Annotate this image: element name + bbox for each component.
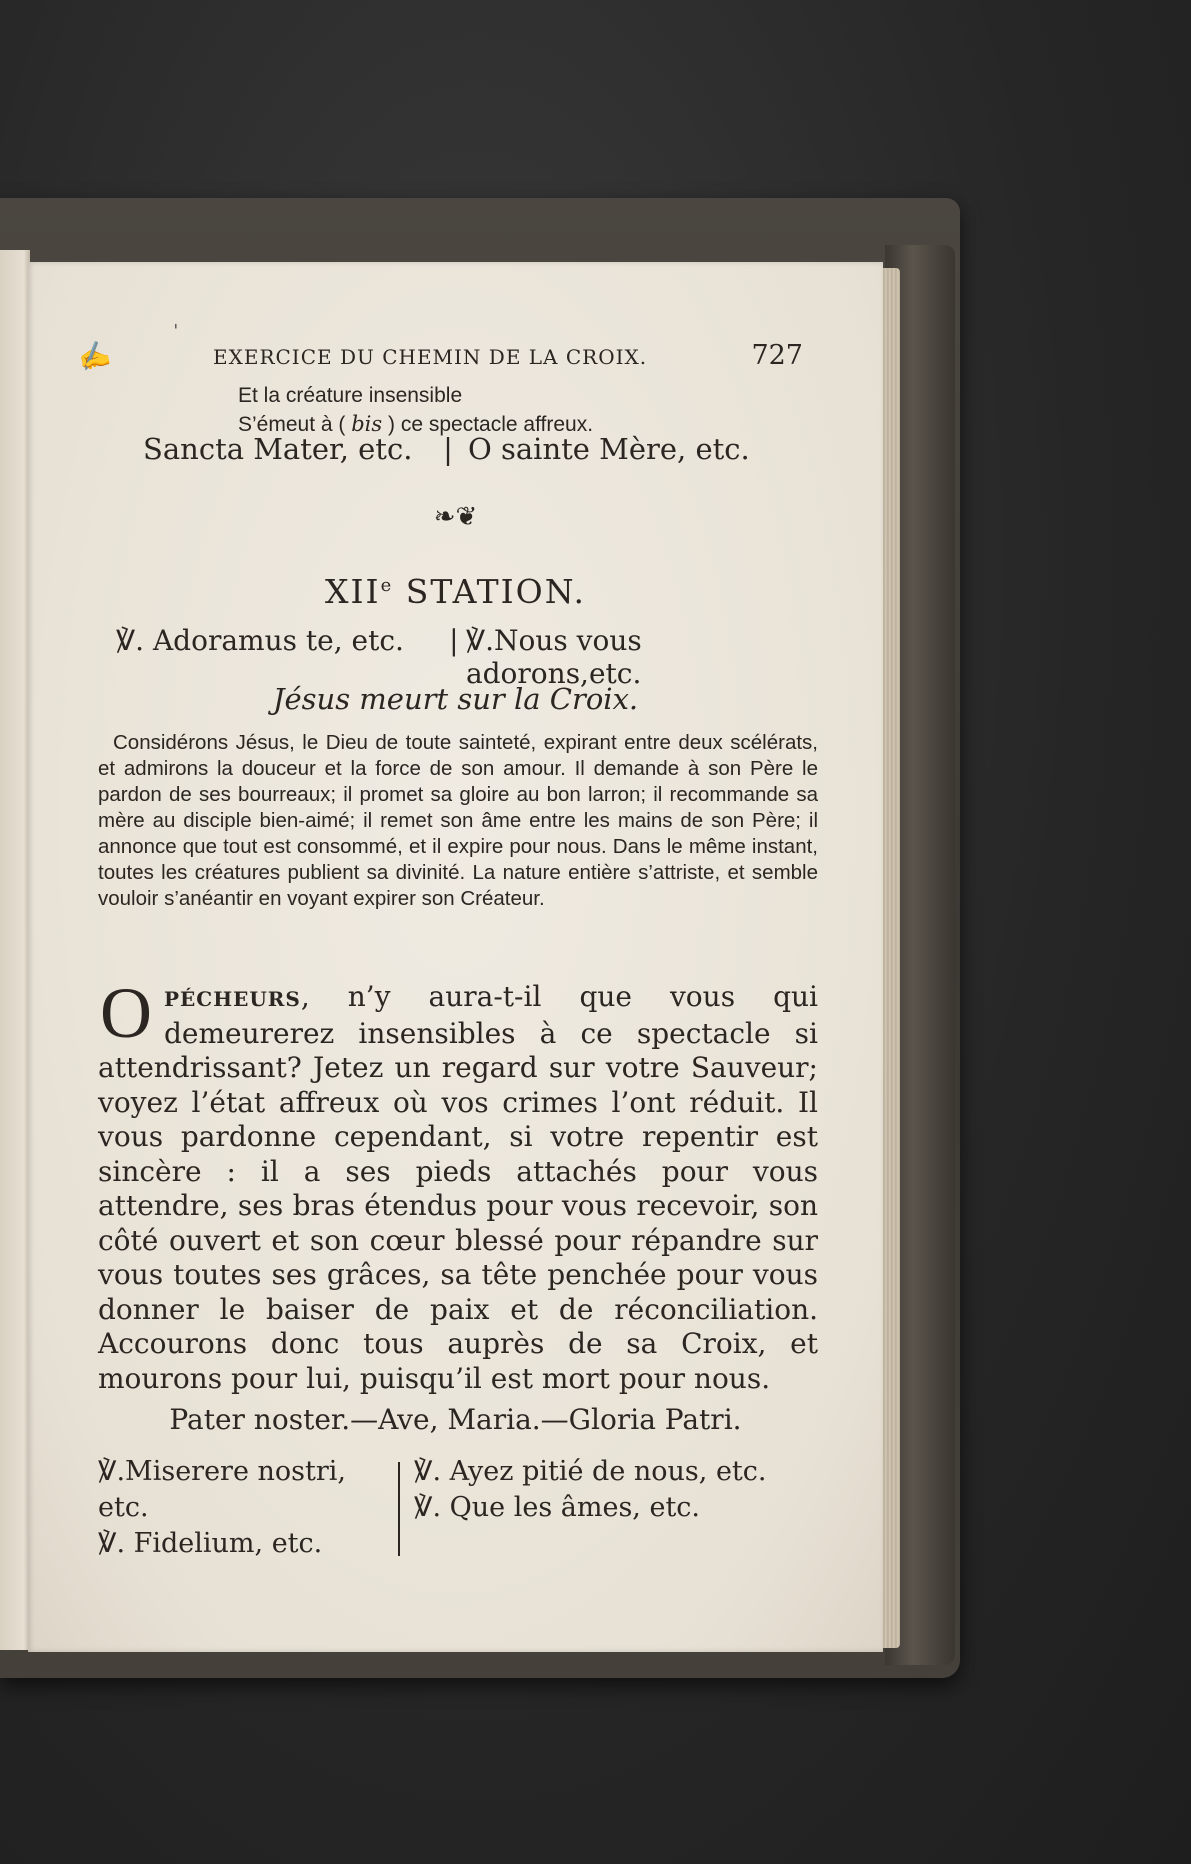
verse-text: ) ce spectacle affreux. xyxy=(388,413,594,436)
refrain-french: O sainte Mère, etc. xyxy=(468,432,750,466)
meditation-paragraph xyxy=(98,730,818,912)
station-title: Jésus meurt sur la Croix. xyxy=(272,682,639,716)
refrain-row xyxy=(143,432,783,466)
versicle-separator: | xyxy=(449,624,459,657)
prayers-line: Pater noster.—Ave, Maria.—Gloria Patri. xyxy=(169,1403,742,1436)
verse-line-1: Et la créature insensible xyxy=(238,384,463,407)
verse-text: S’émeut à ( xyxy=(238,413,346,436)
book-page xyxy=(28,262,883,1652)
page-header xyxy=(213,340,803,380)
versicle-latin: ℣. Adoramus te, etc. xyxy=(116,624,404,657)
refrain-latin: Sancta Mater, etc. xyxy=(143,432,413,466)
left-page-edge xyxy=(0,250,30,1650)
fleuron-ornament-icon: ❧❦ xyxy=(433,502,478,532)
closing-latin xyxy=(98,1454,388,1562)
closing-latin-1: ℣.Miserere nostri, etc. xyxy=(98,1456,346,1523)
exhortation-text: , n’y aura-t-il que vous qui demeurerez insensibles à ce spectacle si attendrissant? Jetez un regard sur votre Sauveur; voyez l’état affreux où vos crimes l’ont réduit. Il vous pardonne cependant, si votre repentir est sincère : il a ses pieds attachés pour vous attendre, ses bras étendus pour vous recevoir, son côté ouvert et son cœur blessé pour répandre sur vous toutes ses grâces, sa tête penchée pour vous donner le baiser de paix et de réconciliation. Accourons donc tous auprès de sa Croix, et mourons pour lui, puisqu’il est mort pour nous. xyxy=(98,980,818,1395)
closing-latin-2: ℣. Fidelium, etc. xyxy=(98,1528,323,1559)
closing-french xyxy=(414,1454,818,1562)
refrain-separator: | xyxy=(443,432,453,466)
versicle-french: ℣.Nous vous adorons,etc. xyxy=(465,624,642,690)
page-number: 727 xyxy=(751,340,803,371)
pencil-mark-icon: ✍ xyxy=(74,338,114,376)
hymn-verse xyxy=(238,382,593,439)
drop-cap: O xyxy=(100,973,152,1053)
exhortation-paragraph xyxy=(98,973,818,1396)
closing-versicles xyxy=(98,1454,818,1562)
station-heading xyxy=(28,572,883,611)
closing-french-2: ℣. Que les âmes, etc. xyxy=(414,1492,701,1523)
meditation-text: Considérons Jésus, le Dieu de toute sainteté, expirant entre deux scélérats, et admirons la douceur et la force de son amour. Il demande à son Père le pardon de ses bourreaux; il promet sa gloire au bon larron; il recommande sa mère au disciple bien-aimé; il remet son âme entre les mains de son Père; il annonce que tout est consommé, et il expire pour nous. Dans le même instant, toutes les créatures publient sa divinité. La nature entière s’attriste, et semble vouloir s’anéantir en voyant expirer son Créateur. xyxy=(98,731,818,910)
closing-divider xyxy=(398,1462,400,1556)
station-number: XII xyxy=(325,572,381,611)
versicle-row xyxy=(116,624,816,690)
bis-mark: bis xyxy=(351,412,383,436)
exhortation-smallcaps: PÉCHEURS xyxy=(164,987,301,1011)
station-superscript: e xyxy=(380,575,394,596)
running-title: EXERCICE DU CHEMIN DE LA CROIX. xyxy=(213,345,648,369)
closing-french-1: ℣. Ayez pitié de nous, etc. xyxy=(414,1456,767,1487)
tick-mark-icon: ˈ xyxy=(173,320,179,344)
station-label: STATION. xyxy=(405,572,586,611)
